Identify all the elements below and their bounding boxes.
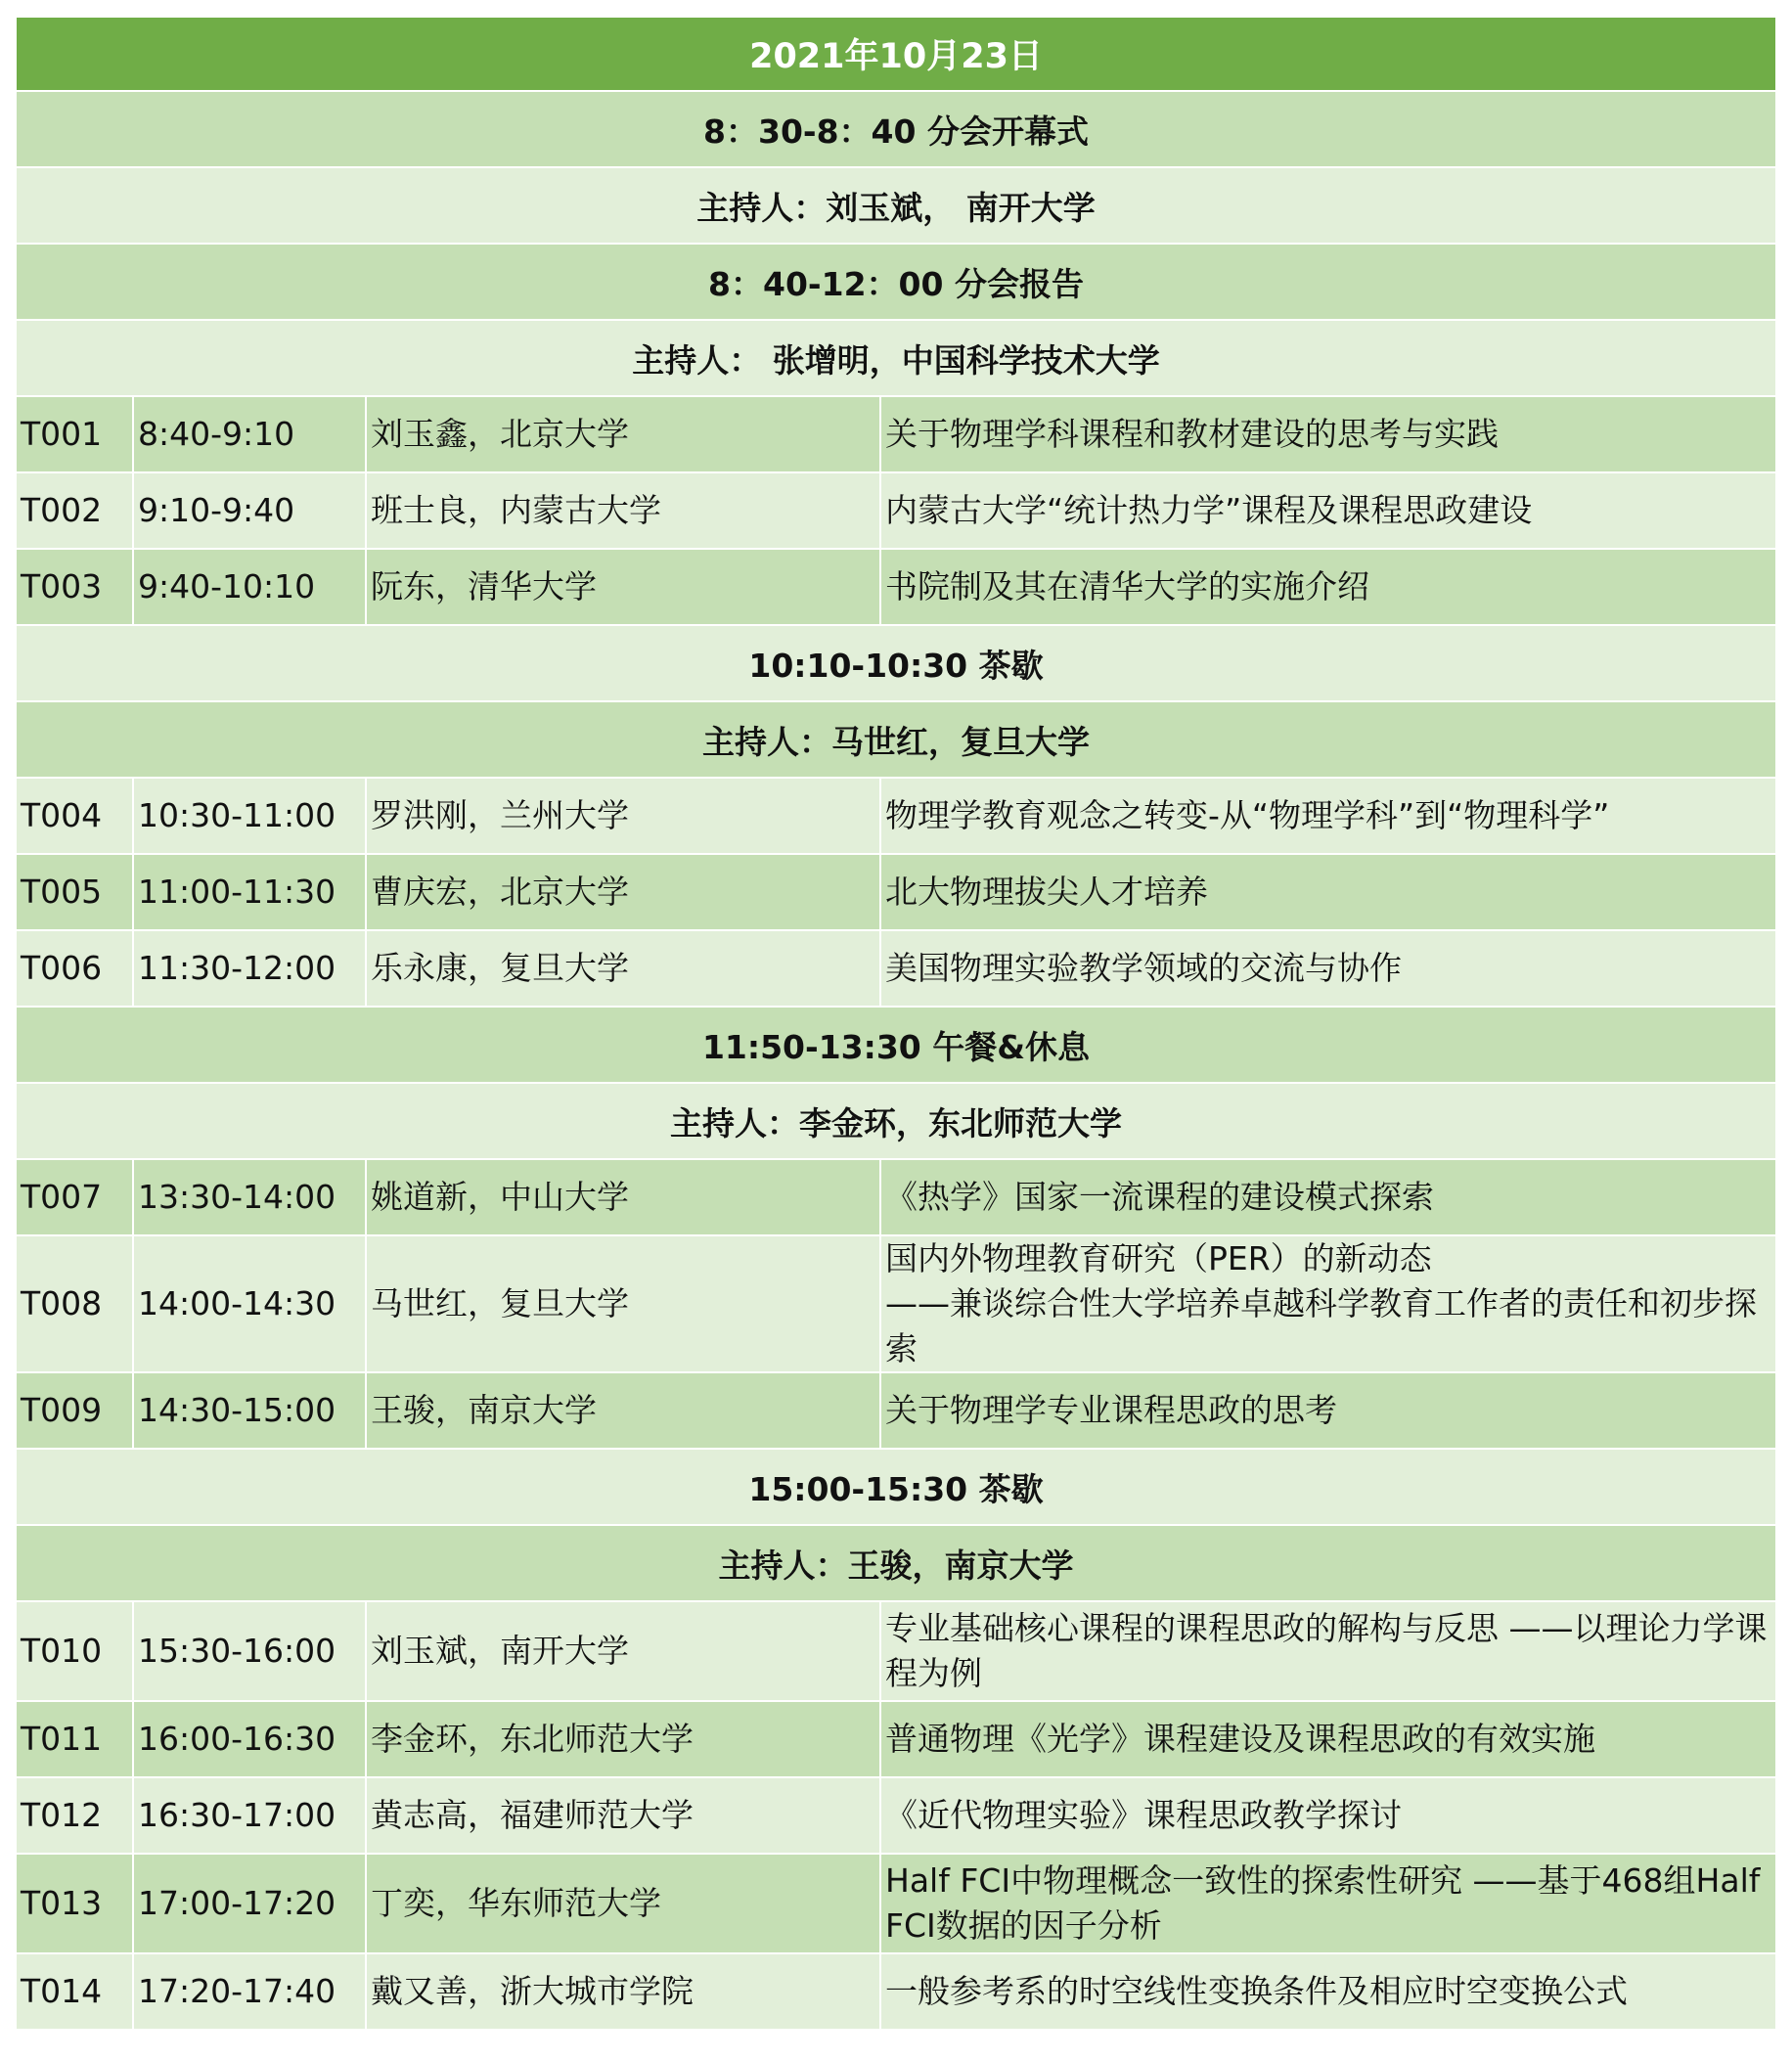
talk-title: 北大物理拔尖人才培养 (880, 854, 1776, 930)
section-band-text: 主持人：马世红，复旦大学 (16, 701, 1776, 778)
talk-time: 15:30-16:00 (133, 1601, 366, 1701)
section-band-text: 主持人：李金环，东北师范大学 (16, 1083, 1776, 1159)
talk-title: Half FCI中物理概念一致性的探索性研究 ——基于468组Half FCI数据的因子分析 (880, 1854, 1776, 1953)
talk-row (16, 1953, 1776, 2030)
section-band-text: 8：40-12：00 分会报告 (16, 244, 1776, 320)
talk-row (16, 778, 1776, 854)
talk-id: T014 (16, 1953, 133, 2030)
talk-title: 普通物理《光学》课程建设及课程思政的有效实施 (880, 1701, 1776, 1777)
section-band-row (16, 1449, 1776, 1525)
date-header-row (16, 17, 1776, 91)
talk-time: 8:40-9:10 (133, 396, 366, 472)
talk-speaker: 丁奕，华东师范大学 (366, 1854, 880, 1953)
talk-speaker: 戴又善，浙大城市学院 (366, 1953, 880, 2030)
talk-id: T011 (16, 1701, 133, 1777)
talk-time: 17:00-17:20 (133, 1854, 366, 1953)
talk-speaker: 曹庆宏，北京大学 (366, 854, 880, 930)
section-band-row (16, 320, 1776, 396)
talk-id: T003 (16, 549, 133, 625)
section-band-row (16, 701, 1776, 778)
date-header: 2021年10月23日 (16, 17, 1776, 91)
talk-id: T006 (16, 930, 133, 1007)
schedule-table (15, 16, 1777, 2031)
talk-title: 国内外物理教育研究（PER）的新动态 ——兼谈综合性大学培养卓越科学教育工作者的责任和初步探索 (880, 1235, 1776, 1372)
talk-title: 专业基础核心课程的课程思政的解构与反思 ——以理论力学课程为例 (880, 1601, 1776, 1701)
talk-title: 一般参考系的时空线性变换条件及相应时空变换公式 (880, 1953, 1776, 2030)
section-band-text: 8：30-8：40 分会开幕式 (16, 91, 1776, 167)
talk-row (16, 1701, 1776, 1777)
talk-speaker: 刘玉鑫，北京大学 (366, 396, 880, 472)
talk-speaker: 罗洪刚，兰州大学 (366, 778, 880, 854)
talk-title: 物理学教育观念之转变-从“物理学科”到“物理科学” (880, 778, 1776, 854)
talk-row (16, 1372, 1776, 1449)
talk-speaker: 阮东，清华大学 (366, 549, 880, 625)
talk-row (16, 472, 1776, 549)
talk-speaker: 乐永康，复旦大学 (366, 930, 880, 1007)
talk-speaker: 班士良，内蒙古大学 (366, 472, 880, 549)
talk-title: 《近代物理实验》课程思政教学探讨 (880, 1777, 1776, 1854)
talk-row (16, 1235, 1776, 1372)
talk-title: 内蒙古大学“统计热力学”课程及课程思政建设 (880, 472, 1776, 549)
talk-title: 关于物理学专业课程思政的思考 (880, 1372, 1776, 1449)
talk-title: 美国物理实验教学领域的交流与协作 (880, 930, 1776, 1007)
talk-id: T005 (16, 854, 133, 930)
talk-row (16, 549, 1776, 625)
talk-speaker: 姚道新，中山大学 (366, 1159, 880, 1235)
talk-time: 14:30-15:00 (133, 1372, 366, 1449)
talk-time: 14:00-14:30 (133, 1235, 366, 1372)
talk-id: T007 (16, 1159, 133, 1235)
talk-id: T010 (16, 1601, 133, 1701)
talk-id: T012 (16, 1777, 133, 1854)
section-band-row (16, 244, 1776, 320)
talk-speaker: 黄志高，福建师范大学 (366, 1777, 880, 1854)
section-band-text: 10:10-10:30 茶歇 (16, 625, 1776, 701)
talk-time: 10:30-11:00 (133, 778, 366, 854)
talk-time: 9:40-10:10 (133, 549, 366, 625)
talk-time: 9:10-9:40 (133, 472, 366, 549)
talk-time: 16:30-17:00 (133, 1777, 366, 1854)
talk-id: T002 (16, 472, 133, 549)
talk-row (16, 854, 1776, 930)
talk-row (16, 1601, 1776, 1701)
section-band-row (16, 91, 1776, 167)
talk-row (16, 396, 1776, 472)
section-band-text: 15:00-15:30 茶歇 (16, 1449, 1776, 1525)
talk-id: T008 (16, 1235, 133, 1372)
section-band-text: 11:50-13:30 午餐&休息 (16, 1007, 1776, 1083)
section-band-text: 主持人：王骏，南京大学 (16, 1525, 1776, 1601)
talk-id: T004 (16, 778, 133, 854)
section-band-row (16, 167, 1776, 244)
talk-time: 11:00-11:30 (133, 854, 366, 930)
section-band-text: 主持人：刘玉斌， 南开大学 (16, 167, 1776, 244)
talk-title: 书院制及其在清华大学的实施介绍 (880, 549, 1776, 625)
section-band-row (16, 1007, 1776, 1083)
talk-row (16, 1159, 1776, 1235)
talk-row (16, 930, 1776, 1007)
section-band-row (16, 1083, 1776, 1159)
talk-id: T009 (16, 1372, 133, 1449)
talk-title: 关于物理学科课程和教材建设的思考与实践 (880, 396, 1776, 472)
talk-speaker: 李金环，东北师范大学 (366, 1701, 880, 1777)
talk-title: 《热学》国家一流课程的建设模式探索 (880, 1159, 1776, 1235)
section-band-text: 主持人： 张增明，中国科学技术大学 (16, 320, 1776, 396)
talk-id: T001 (16, 396, 133, 472)
talk-speaker: 王骏，南京大学 (366, 1372, 880, 1449)
talk-speaker: 马世红，复旦大学 (366, 1235, 880, 1372)
talk-row (16, 1854, 1776, 1953)
talk-time: 17:20-17:40 (133, 1953, 366, 2030)
talk-time: 13:30-14:00 (133, 1159, 366, 1235)
talk-id: T013 (16, 1854, 133, 1953)
talk-row (16, 1777, 1776, 1854)
section-band-row (16, 625, 1776, 701)
talk-time: 11:30-12:00 (133, 930, 366, 1007)
section-band-row (16, 1525, 1776, 1601)
talk-time: 16:00-16:30 (133, 1701, 366, 1777)
talk-speaker: 刘玉斌，南开大学 (366, 1601, 880, 1701)
